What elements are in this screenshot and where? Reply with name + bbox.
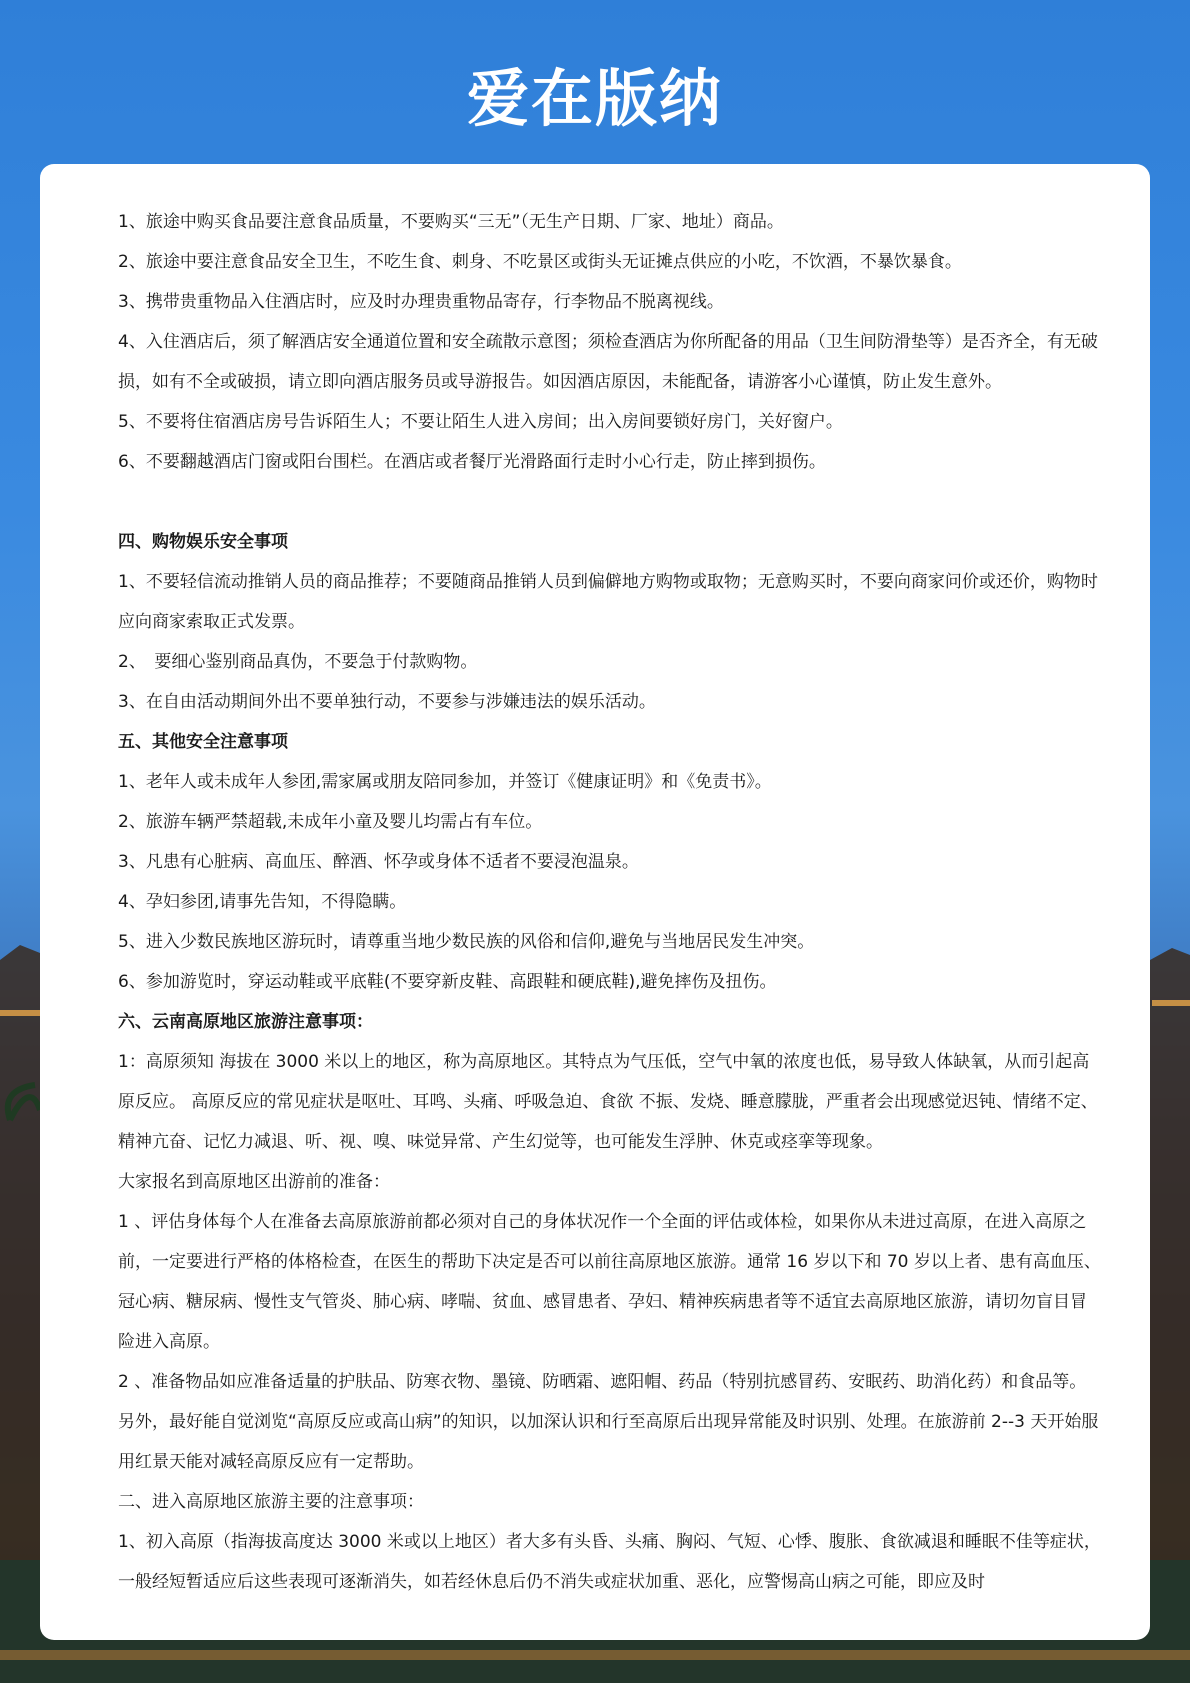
section-heading: 四、购物娱乐安全事项 (118, 532, 288, 552)
paragraph: 3、携带贵重物品入住酒店时，应及时办理贵重物品寄存，行李物品不脱离视线。 (118, 292, 724, 312)
right-lights (1152, 1000, 1190, 1006)
page-title: 爱在版纳 (466, 62, 723, 135)
paragraph: 1、不要轻信流动推销人员的商品推荐；不要随商品推销人员到偏僻地方购物或取物；无意购买时，不要向商家问价或还价，购物时应向商家索取正式发票。 (118, 572, 1098, 632)
paragraph: 6、参加游览时，穿运动鞋或平底鞋(不要穿新皮鞋、高跟鞋和硬底鞋),避免摔伤及扭伤。 (118, 972, 777, 992)
paragraph: 2、旅途中要注意食品安全卫生，不吃生食、刺身、不吃景区或街头无证摊点供应的小吃，不饮酒，不暴饮暴食。 (118, 252, 962, 272)
paragraph: 5、进入少数民族地区游玩时，请尊重当地少数民族的风俗和信仰,避免与当地居民发生冲突。 (118, 932, 815, 952)
paragraph: 二、进入高原地区旅游主要的注意事项： (118, 1492, 424, 1512)
paragraph: 1、初入高原（指海拔高度达 3000 米或以上地区）者大多有头昏、头痛、胸闷、气短、心悸、腹胀、食欲减退和睡眠不佳等症状，一般经短暂适应后这些表现可逐渐消失，如若经休息后仍不消失或症状加重、恶化，应警惕高山病之可能，即应及时 (118, 1532, 1101, 1592)
content-card (40, 164, 1150, 1640)
paragraph: 4、入住酒店后，须了解酒店安全通道位置和安全疏散示意图；须检查酒店为你所配备的用品（卫生间防滑垫等）是否齐全，有无破损，如有不全或破损，请立即向酒店服务员或导游报告。如因酒店原因，未能配备，请游客小心谨慎，防止发生意外。 (118, 332, 1098, 392)
paragraph: 4、孕妇参团,请事先告知，不得隐瞒。 (118, 892, 407, 912)
paragraph: 2、 要细心鉴别商品真伪，不要急于付款购物。 (118, 652, 478, 672)
paragraph: 2 、准备物品如应准备适量的护肤品、防寒衣物、墨镜、防晒霜、遮阳帽、药品（特别抗感冒药、安眠药、助消化药）和食品等。另外，最好能自觉浏览“高原反应或高山病”的知识，以加深认识和行至高原后出现异常能及时识别、处理。在旅游前 2--3 天开始服用红景天能对减轻高原反应有一定帮助。 (118, 1372, 1099, 1472)
paragraph: 2、旅游车辆严禁超载,未成年小童及婴儿均需占有车位。 (118, 812, 543, 832)
left-lights (0, 1010, 40, 1016)
paragraph: 1、旅途中购买食品要注意食品质量，不要购买“三无”（无生产日期、厂家、地址）商品。 (118, 212, 784, 232)
section-heading: 六、云南高原地区旅游注意事项： (118, 1012, 373, 1032)
ground-lights (0, 1650, 1190, 1660)
paragraph-spacer (118, 482, 1102, 522)
paragraph: 3、在自由活动期间外出不要单独行动，不要参与涉嫌违法的娱乐活动。 (118, 692, 656, 712)
document-body (118, 202, 1102, 1602)
section-heading: 五、其他安全注意事项 (118, 732, 288, 752)
paragraph: 5、不要将住宿酒店房号告诉陌生人；不要让陌生人进入房间；出入房间要锁好房门，关好窗户。 (118, 412, 843, 432)
paragraph: 大家报名到高原地区出游前的准备： (118, 1172, 390, 1192)
paragraph: 6、不要翻越酒店门窗或阳台围栏。在酒店或者餐厅光滑路面行走时小心行走，防止摔到损伤。 (118, 452, 826, 472)
paragraph: 3、凡患有心脏病、高血压、醉酒、怀孕或身体不适者不要浸泡温泉。 (118, 852, 639, 872)
paragraph: 1：高原须知 海拔在 3000 米以上的地区，称为高原地区。其特点为气压低，空气中氧的浓度也低，易导致人体缺氧，从而引起高原反应。 高原反应的常见症状是呕吐、耳鸣、头痛、呼吸急迫、食欲 不振、发烧、睡意朦胧，严重者会出现感觉迟钝、情绪不定、精神亢奋、记忆力减退、听、视、嗅、味觉异常、产生幻觉等，也可能发生浮肿、休克或痉挛等现象。 (118, 1052, 1098, 1152)
paragraph: 1、老年人或未成年人参团,需家属或朋友陪同参加，并签订《健康证明》和《免责书》。 (118, 772, 772, 792)
paragraph: 1 、评估身体每个人在准备去高原旅游前都必须对自己的身体状况作一个全面的评估或体检，如果你从未进过高原，在进入高原之前，一定要进行严格的体格检查，在医生的帮助下决定是否可以前往高原地区旅游。通常 16 岁以下和 70 岁以上者、患有高血压、冠心病、糖尿病、慢性支气管炎、肺心病、哮喘、贫血、感冒患者、孕妇、精神疾病患者等不适宜去高原地区旅游，请切勿盲目冒险进入高原。 (118, 1212, 1101, 1352)
